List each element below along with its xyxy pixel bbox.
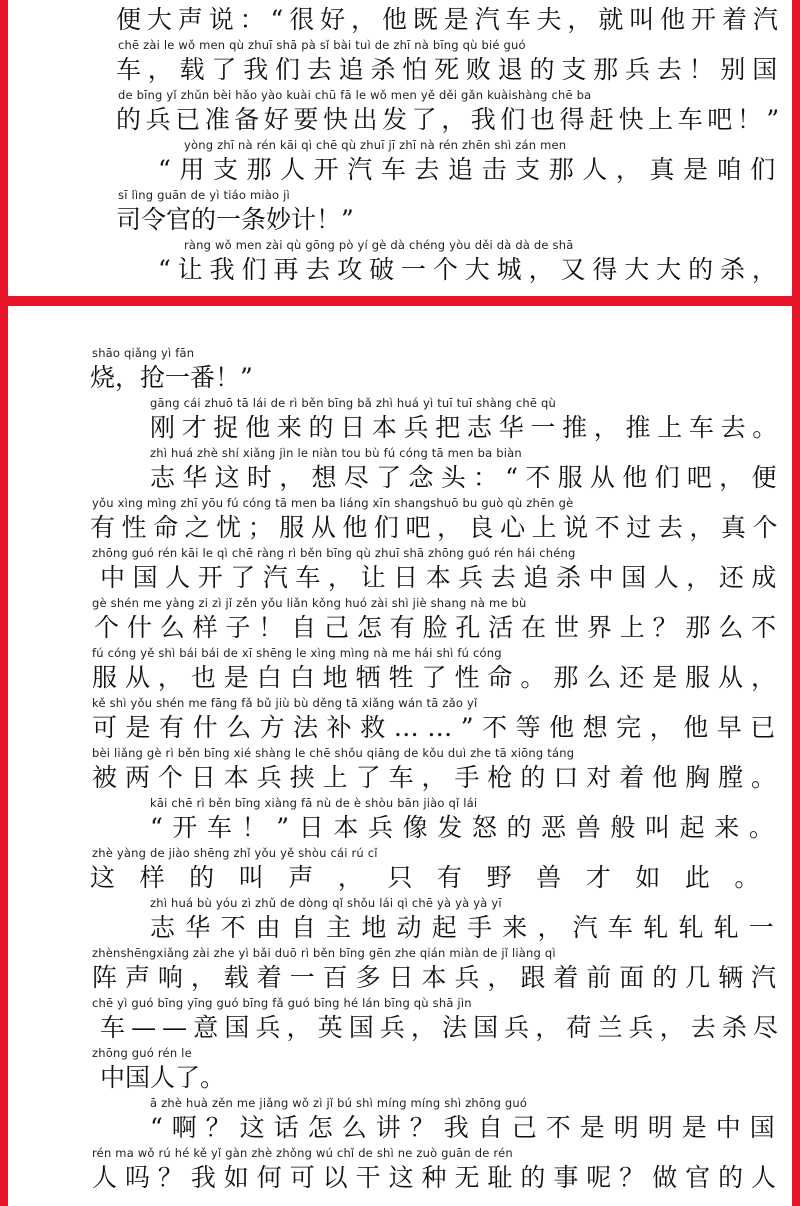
bottom-line-10	[8, 794, 792, 844]
bottom-line-14	[8, 994, 792, 1044]
pinyin-annotation: gè shén me yàng zi zì jǐ zěn yǒu liǎn kǒng huó zài shì jiè shang nà me bù	[92, 596, 527, 610]
bottom-line-1	[8, 344, 792, 394]
pinyin-annotation: chē zài le wǒ men qù zhuī shā pà sǐ bài tuì de zhī nà bīng qù bié guó	[118, 38, 526, 52]
pinyin-annotation: kě shì yǒu shén me fāng fǎ bǔ jiù bù děng tā xiǎng wán tā zǎo yǐ	[92, 696, 478, 710]
chinese-text: “让我们再去攻破一个大城，又得大大的杀，	[158, 255, 784, 284]
chinese-text: 服从，也是白白地牺牲了性命。那么还是服从，	[92, 663, 785, 692]
chinese-text: 司令官的一条妙计！”	[116, 205, 354, 234]
pinyin-annotation: fú cóng yě shì bái bái de xī shēng le xìng mìng nà me hái shì fú cóng	[92, 646, 502, 660]
chinese-text: 被两个日本兵挟上了车，手枪的口对着他胸膛。	[92, 763, 785, 792]
pinyin-annotation: zhì huá zhè shí xiǎng jìn le niàn tou bù fú cóng tā men ba biàn	[150, 446, 522, 460]
chinese-text: 志华这时，想尽了念头：“不服从他们吧，便	[150, 463, 784, 492]
chinese-text: 有性命之忧；服从他们吧，良心上说不过去，真个	[90, 513, 785, 542]
pinyin-annotation: sī lìng guān de yì tiáo miào jì	[118, 188, 290, 202]
pinyin-annotation: yǒu xìng mìng zhī yōu fú cóng tā men ba liáng xīn shangshuō bu guò qù zhēn gè	[92, 496, 574, 510]
bottom-line-12	[8, 894, 792, 944]
pinyin-annotation: shāo qiǎng yì fān	[92, 346, 195, 360]
bottom-line-13	[8, 944, 792, 994]
top-line-3	[8, 86, 792, 136]
chinese-text: “用支那人开汽车去追击支那人，真是咱们	[158, 155, 784, 184]
chinese-text: 中国人开了汽车，让日本兵去追杀中国人，还成	[100, 563, 785, 592]
bottom-page	[8, 306, 792, 1206]
top-line-4	[8, 136, 792, 186]
bottom-line-7	[8, 644, 792, 694]
chinese-text: 车，载了我们去追杀怕死败退的支那兵去！别国	[116, 55, 785, 84]
bottom-line-8	[8, 694, 792, 744]
chinese-text: 车——意国兵，英国兵，法国兵，荷兰兵，去杀尽	[100, 1013, 785, 1042]
bottom-line-2	[8, 394, 792, 444]
chinese-text: 的兵已准备好要快出发了，我们也得赶快上车吧！”	[116, 105, 784, 134]
pinyin-annotation: gāng cái zhuō tā lái de rì běn bīng bǎ zhì huá yì tuī tuī shàng chē qù	[150, 396, 556, 410]
chinese-text: “开车！”日本兵像发怒的恶兽般叫起来。	[150, 813, 784, 842]
chinese-text: “啊？这话怎么讲？我自己不是明明是中国	[150, 1113, 784, 1142]
pinyin-annotation: zhènshēngxiǎng zài zhe yì bǎi duō rì běn bīng gēn zhe qián miàn de jǐ liàng qì	[92, 946, 556, 960]
chinese-text: 可是有什么方法补救……”不等他想完，他早已	[92, 713, 784, 742]
pinyin-annotation: chē yì guó bīng yīng guó bīng fǎ guó bīng hé lán bīng qù shā jìn	[92, 996, 472, 1010]
chinese-text: 烧，抢一番！”	[90, 363, 253, 392]
pinyin-annotation: ā zhè huà zěn me jiǎng wǒ zì jǐ bú shì míng míng shì zhōng guó	[150, 1096, 528, 1110]
chinese-text: 志华不由自主地动起手来，汽车轧轧轧一	[150, 913, 785, 942]
pinyin-annotation: yòng zhī nà rén kāi qì chē qù zhuī jī zhī nà rén zhēn shì zán men	[184, 138, 567, 152]
bottom-line-6	[8, 594, 792, 644]
top-page	[8, 0, 792, 296]
pinyin-annotation: ràng wǒ men zài qù gōng pò yí gè dà chéng yòu děi dà dà de shā	[184, 238, 574, 252]
bottom-line-16	[8, 1094, 792, 1144]
chinese-text: 人吗？我如何可以干这种无耻的事呢？做官的人	[92, 1163, 785, 1192]
top-line-1	[8, 0, 792, 36]
bottom-line-9	[8, 744, 792, 794]
pinyin-annotation: zhè yàng de jiào shēng zhǐ yǒu yě shòu cái rú cǐ	[92, 846, 378, 860]
chinese-text: 这样的叫声，只有野兽才如此。	[90, 863, 785, 892]
pinyin-annotation: kāi chē rì běn bīng xiàng fā nù de è shòu bān jiào qǐ lái	[150, 796, 478, 810]
pinyin-annotation: de bīng yǐ zhǔn bèi hǎo yào kuài chū fā le wǒ men yě děi gǎn kuàishàng chē ba	[118, 88, 592, 102]
chinese-text: 刚才捉他来的日本兵把志华一推，推上车去。	[150, 413, 785, 442]
bottom-line-4	[8, 494, 792, 544]
top-line-5	[8, 186, 792, 236]
bottom-line-15	[8, 1044, 792, 1094]
chinese-text: 阵声响，载着一百多日本兵，跟着前面的几辆汽	[92, 963, 785, 992]
chinese-text: 个什么样子！自己怎有脸孔活在世界上？那么不	[94, 613, 785, 642]
pinyin-annotation: zhōng guó rén kāi le qì chē ràng rì běn bīng qù zhuī shā zhōng guó rén hái chéng	[92, 546, 576, 560]
chinese-text: 便大声说：“很好，他既是汽车夫，就叫他开着汽	[116, 5, 784, 34]
chinese-text: 中国人了。	[100, 1063, 226, 1092]
pinyin-annotation: bèi liǎng gè rì běn bīng xié shàng le chē shǒu qiāng de kǒu duì zhe tā xiōng táng	[92, 746, 575, 760]
pinyin-annotation: zhì huá bù yóu zì zhǔ de dòng qǐ shǒu lái qì chē yà yà yà yī	[150, 896, 502, 910]
top-line-2	[8, 36, 792, 86]
top-line-6	[8, 236, 792, 286]
bottom-line-5	[8, 544, 792, 594]
bottom-line-17	[8, 1144, 792, 1194]
bottom-line-11	[8, 844, 792, 894]
pinyin-annotation: zhōng guó rén le	[92, 1046, 192, 1060]
bottom-line-3	[8, 444, 792, 494]
pinyin-annotation: rén ma wǒ rú hé kě yǐ gàn zhè zhǒng wú chǐ de shì ne zuò guān de rén	[92, 1146, 513, 1160]
